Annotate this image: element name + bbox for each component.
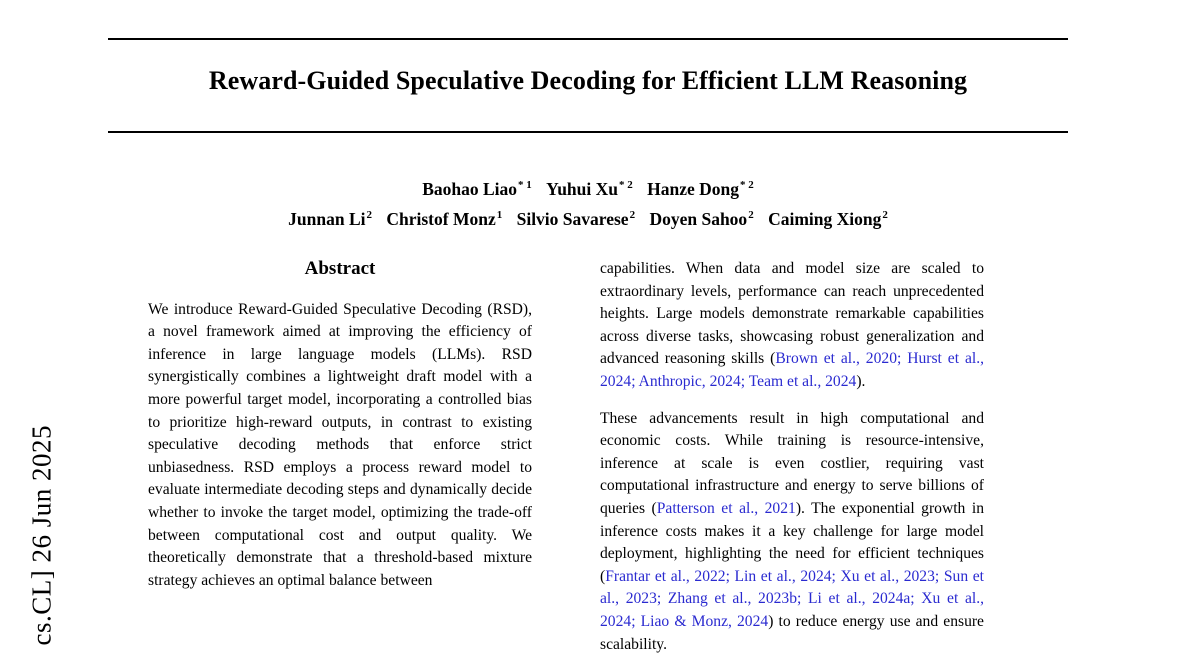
citation-link[interactable]: Brown et al., 2020; Hurst et al., 2024; Anthropic, 2024; Team et al., 2024 <box>600 350 984 390</box>
abstract-column <box>148 258 532 606</box>
author: Junnan Li$^2$ <box>288 208 372 229</box>
intro-p2-seg1: These advancements result in high computational and economic costs. While training is resource-intensive, inference at scale is even costlier, requiring vast computational infrastructure and energy to serve billions of queries ( <box>600 409 984 517</box>
author-list <box>108 172 1068 232</box>
author: Baohao Liao$^{* 1}$ <box>422 178 532 199</box>
intro-paragraph-1 <box>600 258 984 394</box>
arxiv-stamp: cs.CL] 26 Jun 2025 <box>26 425 57 646</box>
author: Christof Monz$^1$ <box>386 208 503 229</box>
intro-p1-text: capabilities. When data and model size are scaled to extraordinary levels, performance can reach unprecedented heights. Large models demonstrate remarkable capabilities across diverse tasks, showcasing robust generalization and advanced reasoning skills ( <box>600 260 984 368</box>
citation-link[interactable]: Frantar et al., 2022; Lin et al., 2024; Xu et al., 2023; Sun et al., 2023; Zhang et al., 2023b; Li et al., 2024a; Xu et al., 2024; Liao & Monz, 2024 <box>600 567 984 630</box>
intro-paragraph-2 <box>600 408 984 657</box>
author-line-1 <box>108 172 1068 202</box>
intro-p2-seg3: ) to reduce energy use and ensure scalability. <box>600 612 984 653</box>
title-rule-top <box>108 38 1068 40</box>
page-title: Reward-Guided Speculative Decoding for Efficient LLM Reasoning <box>208 66 968 95</box>
author: Silvio Savarese$^2$ <box>516 208 636 229</box>
intro-p2-seg2: ). The exponential growth in inference costs makes it a key challenge for large model deployment, highlighting the need for efficient techniques ( <box>600 499 984 585</box>
author-line-2 <box>108 202 1068 232</box>
abstract-heading: Abstract <box>304 258 376 279</box>
author: Caiming Xiong$^2$ <box>768 208 888 229</box>
author: Yuhui Xu$^{* 2}$ <box>546 178 633 199</box>
author: Doyen Sahoo$^2$ <box>649 208 754 229</box>
author: Hanze Dong$^{* 2}$ <box>647 178 754 199</box>
introduction-column <box>600 258 984 670</box>
abstract-text: We introduce Reward-Guided Speculative Decoding (RSD), a novel framework aimed at improving the efficiency of inference in large language models (LLMs). RSD synergistically combines a lightweight draft model with a more powerful target model, incorporating a controlled bias to prioritize high-reward outputs, in contrast to existing speculative decoding methods that enforce strict unbiasedness. RSD employs a process reward model to evaluate intermediate decoding steps and dynamically decide whether to invoke the target model, optimizing the trade-off between computational cost and output quality. We theoretically demonstrate that a threshold-based mixture strategy achieves an optimal balance between <box>148 300 532 589</box>
citation-link[interactable]: Patterson et al., 2021 <box>656 499 796 517</box>
intro-p1-tail: ). <box>856 372 866 390</box>
title-rule-bottom <box>108 131 1068 133</box>
